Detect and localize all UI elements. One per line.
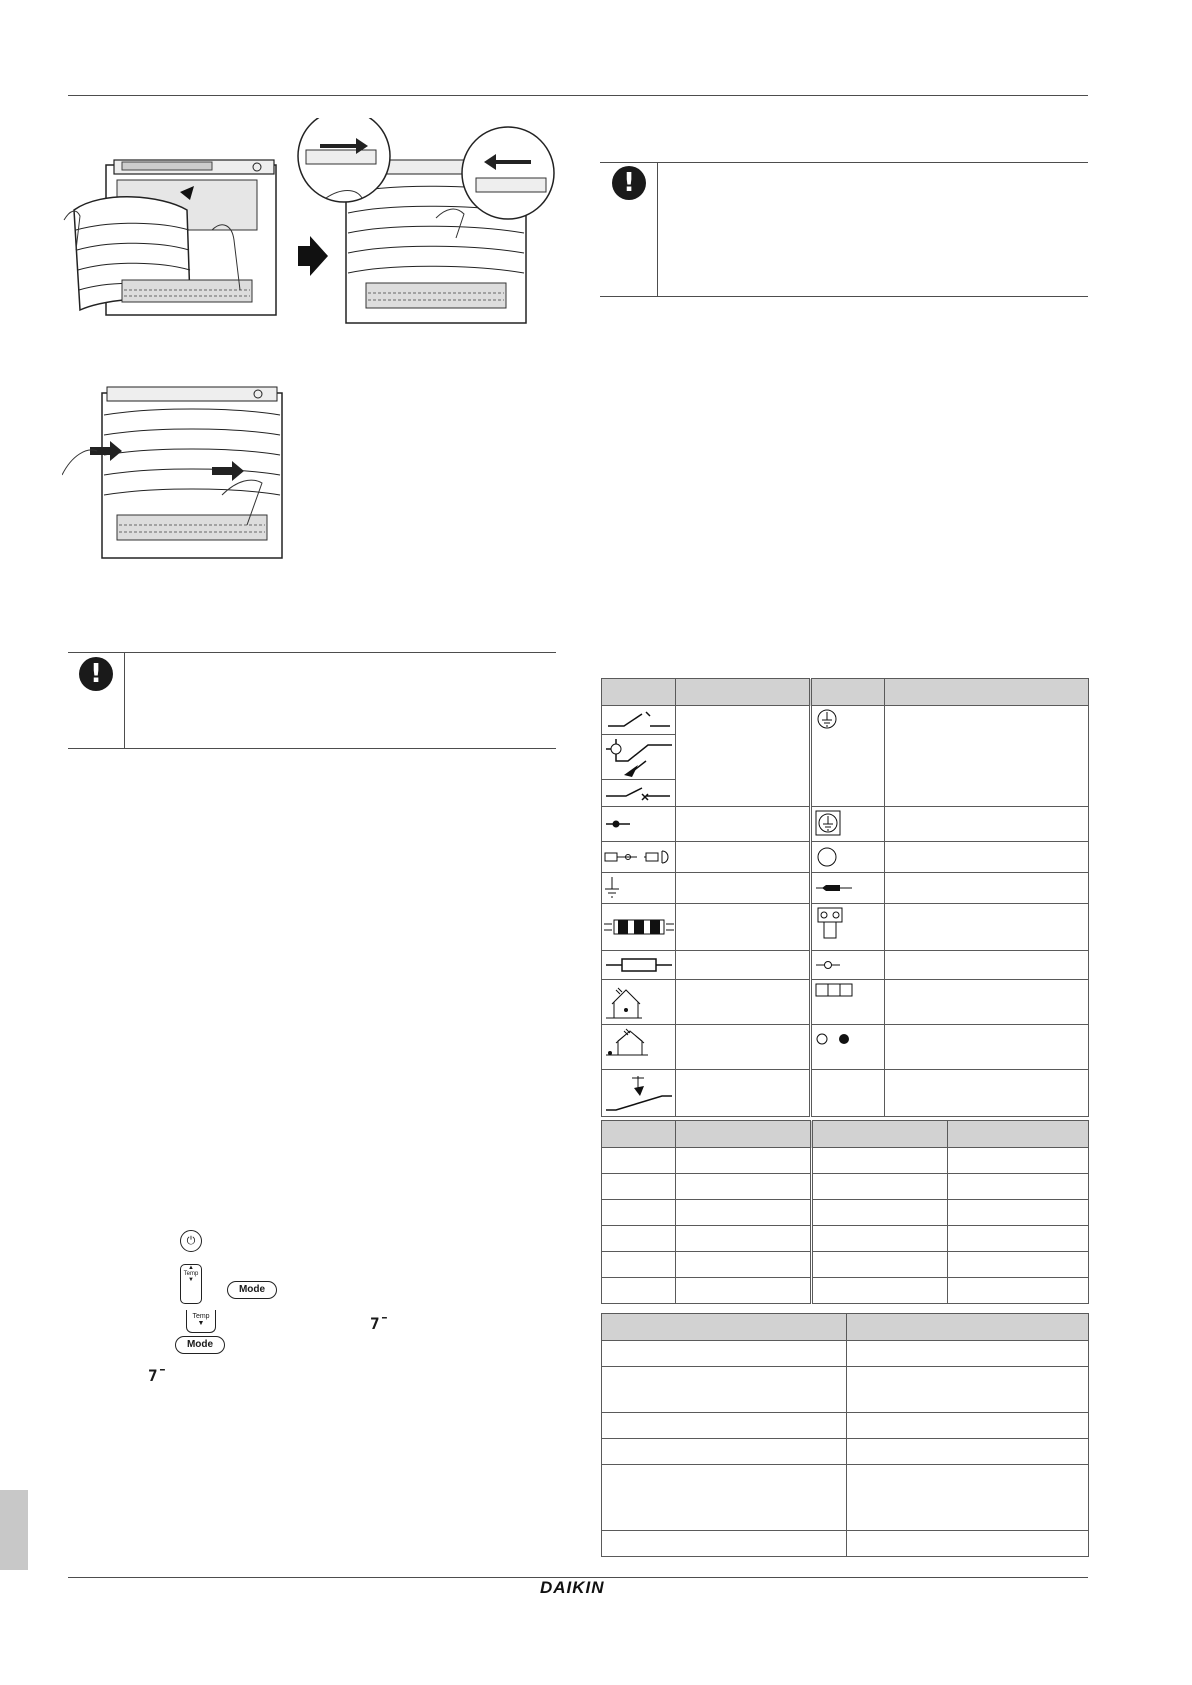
indoor-unit-symbol xyxy=(602,980,676,1025)
table-cell xyxy=(676,873,811,904)
terminal-symbol xyxy=(811,951,885,980)
warning-icon: ! xyxy=(612,166,646,200)
table-cell xyxy=(847,1367,1089,1413)
table-cell xyxy=(812,1148,948,1174)
temp-down-icon: ▼ xyxy=(188,1277,194,1283)
temp-up-icon: ▲ xyxy=(188,1265,194,1271)
table-header-cell xyxy=(948,1121,1089,1148)
table-cell xyxy=(676,842,811,873)
warning-top-rule xyxy=(600,162,1088,163)
temp-label: Temp xyxy=(192,1313,210,1320)
table-header-cell xyxy=(602,1314,847,1341)
connector-symbol xyxy=(602,842,676,873)
table-cell xyxy=(676,1200,812,1226)
table-cell xyxy=(812,1174,948,1200)
table-cell xyxy=(676,807,811,842)
mode-button-icon: Mode xyxy=(175,1336,225,1354)
temp-down-button-icon xyxy=(186,1310,216,1333)
warning-bottom-rule-left xyxy=(68,748,556,749)
warning-divider xyxy=(657,162,658,297)
table-cell xyxy=(676,706,811,807)
table-header-cell xyxy=(811,679,885,706)
circle-symbol xyxy=(811,842,885,873)
fuse-switch-symbol xyxy=(602,780,676,807)
table-cell xyxy=(812,1200,948,1226)
table-cell xyxy=(847,1439,1089,1465)
mode-button-icon: Mode xyxy=(227,1281,277,1299)
table-header-cell xyxy=(602,679,676,706)
power-button-icon: ⏻ xyxy=(180,1230,202,1252)
table-cell xyxy=(847,1531,1089,1557)
table-cell xyxy=(676,1226,812,1252)
table-cell xyxy=(676,1252,812,1278)
table-cell xyxy=(602,1226,676,1252)
warning-divider-left xyxy=(124,652,125,748)
table-cell xyxy=(885,980,1089,1025)
table-cell xyxy=(811,1070,885,1117)
temp-down-icon: ▼ xyxy=(197,1320,205,1327)
table-cell xyxy=(812,1278,948,1304)
wiring-symbols-table xyxy=(601,678,1089,1117)
daikin-logo: DAIKIN xyxy=(540,1578,605,1597)
figure-slide-clips xyxy=(296,118,556,333)
table-cell xyxy=(676,1148,812,1174)
table-cell xyxy=(885,873,1089,904)
display-code: 7̄ xyxy=(370,1314,380,1333)
table-cell xyxy=(948,1174,1089,1200)
table-cell xyxy=(847,1341,1089,1367)
table-cell xyxy=(885,951,1089,980)
table-cell xyxy=(847,1465,1089,1531)
table-cell xyxy=(948,1278,1089,1304)
abbreviations-table xyxy=(601,1120,1089,1304)
chapter-side-tab xyxy=(0,1490,28,1570)
table-cell xyxy=(948,1226,1089,1252)
table-cell xyxy=(885,807,1089,842)
table-cell xyxy=(602,1148,676,1174)
top-rule xyxy=(68,95,1088,96)
table-cell xyxy=(676,1278,812,1304)
table-cell xyxy=(676,904,811,951)
terminal-block-symbol xyxy=(811,904,885,951)
display-code: 7̄ xyxy=(148,1366,158,1385)
table-cell xyxy=(602,1174,676,1200)
figure-open-panel xyxy=(62,150,282,330)
table-cell xyxy=(602,1439,847,1465)
table-header-cell xyxy=(602,1121,676,1148)
table-cell xyxy=(602,1278,676,1304)
table-cell xyxy=(948,1252,1089,1278)
table-header-cell xyxy=(676,679,811,706)
connection-symbol xyxy=(602,807,676,842)
table-cell xyxy=(885,904,1089,951)
table-cell xyxy=(676,951,811,980)
table-cell xyxy=(885,842,1089,873)
table-cell xyxy=(948,1200,1089,1226)
table-cell xyxy=(948,1148,1089,1174)
table-header-cell xyxy=(676,1121,812,1148)
terminal-strip-symbol xyxy=(811,980,885,1025)
warning-top-rule-left xyxy=(68,652,556,653)
table-header-cell xyxy=(847,1314,1089,1341)
temp-button-icon xyxy=(180,1264,202,1304)
protective-earth-symbol xyxy=(811,807,885,842)
table-cell xyxy=(602,1367,847,1413)
table-cell xyxy=(602,1413,847,1439)
ground-symbol xyxy=(602,873,676,904)
table-cell xyxy=(602,1465,847,1531)
table-header-cell xyxy=(885,679,1089,706)
table-cell xyxy=(602,1341,847,1367)
protective-switch-symbol xyxy=(602,1070,676,1117)
table-cell xyxy=(676,1070,811,1117)
table-cell xyxy=(676,980,811,1025)
table-cell xyxy=(812,1226,948,1252)
table-header-cell xyxy=(812,1121,948,1148)
open-closed-terminal-symbol xyxy=(811,1025,885,1070)
shielded-wire-symbol xyxy=(602,904,676,951)
component-table xyxy=(601,1313,1089,1557)
table-cell xyxy=(676,1174,812,1200)
temp-label: Temp xyxy=(183,1271,199,1277)
table-cell xyxy=(602,1200,676,1226)
table-cell xyxy=(885,1070,1089,1117)
warning-icon: ! xyxy=(79,657,113,691)
table-cell xyxy=(885,706,1089,807)
breaker-symbol xyxy=(602,706,676,735)
outdoor-unit-symbol xyxy=(602,1025,676,1070)
table-cell xyxy=(847,1413,1089,1439)
table-cell xyxy=(885,1025,1089,1070)
warning-bottom-rule xyxy=(600,296,1088,297)
wire-clamp-symbol xyxy=(811,873,885,904)
earth-symbol xyxy=(811,706,885,807)
fuse-symbol xyxy=(602,951,676,980)
table-cell xyxy=(676,1025,811,1070)
table-cell xyxy=(812,1252,948,1278)
switch-symbol xyxy=(602,735,676,780)
table-cell xyxy=(602,1252,676,1278)
table-cell xyxy=(602,1531,847,1557)
figure-close-panel xyxy=(62,385,292,565)
